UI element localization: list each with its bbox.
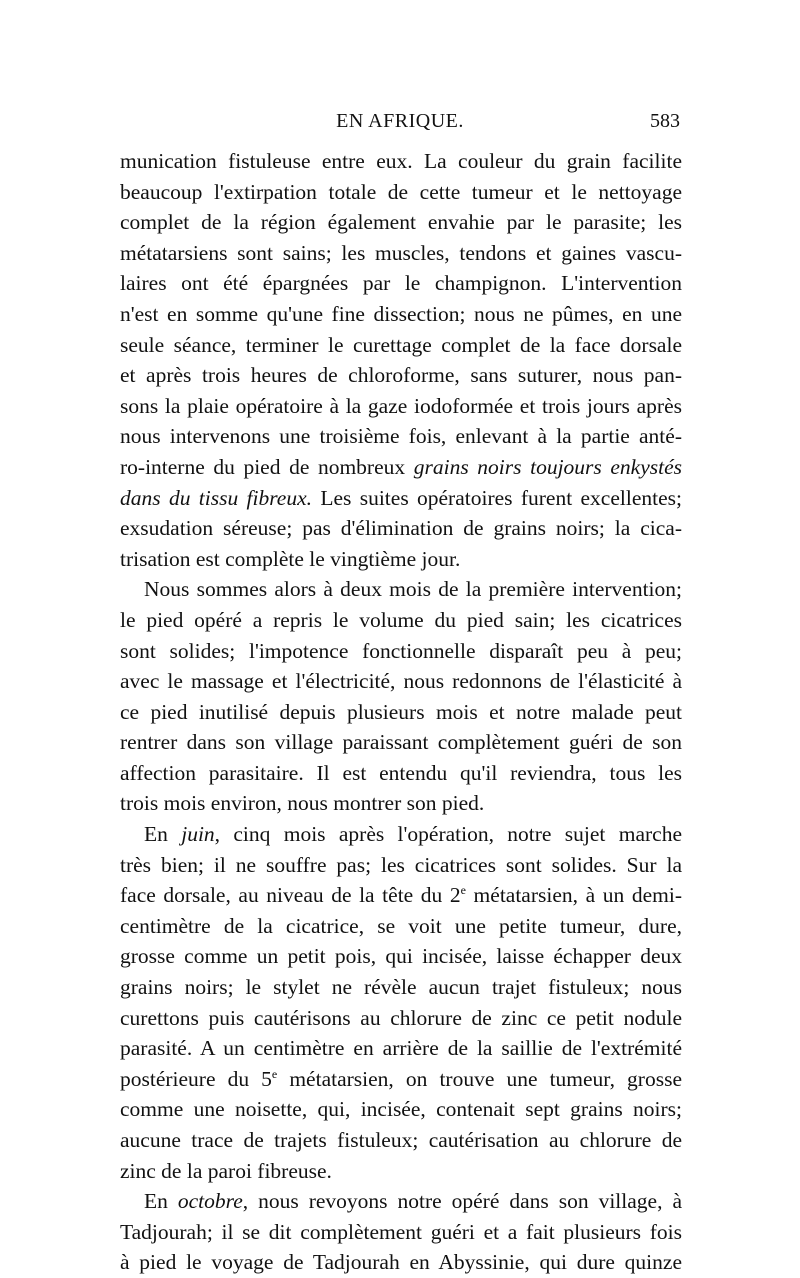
text-segment: exsudation séreuse; pas d'élimination de grains noirs; la cica- xyxy=(120,516,682,541)
text-segment: métatarsien, on trouve une tumeur, grosse xyxy=(277,1066,682,1091)
text-segment: centimètre de la cicatrice, se voit une petite tumeur, dure, xyxy=(120,913,682,938)
text-segment: Nous sommes alors à deux mois de la première intervention; xyxy=(144,577,682,602)
text-segment: trois mois environ, nous montrer son pied. xyxy=(120,791,485,816)
text-line xyxy=(120,605,682,636)
text-segment: munication fistuleuse entre eux. La couleur du grain facilite xyxy=(120,149,682,173)
text-line xyxy=(120,421,682,452)
text-line xyxy=(120,636,682,667)
text-segment: laires ont été épargnées par le champignon. L'intervention xyxy=(120,271,682,296)
text-segment: seule séance, terminer le curettage complet de la face dorsale xyxy=(120,332,682,357)
text-line xyxy=(120,1186,682,1217)
text-line xyxy=(120,1217,682,1248)
text-line xyxy=(120,330,682,361)
text-segment: parasité. A un centimètre en arrière de la saillie de l'extrémité xyxy=(120,1036,682,1061)
text-line xyxy=(120,238,682,269)
text-line xyxy=(120,1247,682,1278)
italic-text: juin xyxy=(181,822,215,847)
text-line xyxy=(120,207,682,238)
text-line xyxy=(120,1125,682,1156)
text-segment: Les suites opératoires furent excellentes; xyxy=(312,485,682,510)
text-line xyxy=(120,268,682,299)
text-line xyxy=(120,850,682,881)
text-line xyxy=(120,452,682,483)
text-line xyxy=(120,544,682,575)
text-line xyxy=(120,972,682,1003)
text-segment: beaucoup l'extirpation totale de cette tumeur et le nettoyage xyxy=(120,179,682,204)
text-segment: grains noirs; le stylet ne révèle aucun trajet fistuleux; nous xyxy=(120,975,682,1000)
text-line xyxy=(120,513,682,544)
italic-text: octobre xyxy=(177,1189,243,1214)
text-line xyxy=(120,177,682,208)
body-text xyxy=(120,146,682,1278)
text-segment: et après trois heures de chloroforme, sans suturer, nous pan- xyxy=(120,363,682,388)
text-line xyxy=(120,1094,682,1125)
text-segment: postérieure du 5 xyxy=(120,1066,272,1091)
text-line xyxy=(120,574,682,605)
text-segment: sont solides; l'impotence fonctionnelle disparaît peu à peu; xyxy=(120,638,682,663)
text-line xyxy=(120,727,682,758)
text-line xyxy=(120,299,682,330)
text-segment: Tadjourah; il se dit complètement guéri et a fait plusieurs fois xyxy=(120,1219,682,1244)
text-segment: métatarsien, à un demi- xyxy=(465,883,682,908)
text-segment: curettons puis cautérisons au chlorure de zinc ce petit nodule xyxy=(120,1005,682,1030)
superscript: e xyxy=(271,1066,278,1081)
text-segment: , nous revoyons notre opéré dans son village, à xyxy=(242,1189,682,1214)
page-number: 583 xyxy=(650,110,680,132)
text-line xyxy=(120,146,682,177)
page-header xyxy=(120,110,680,140)
text-line xyxy=(120,1064,682,1095)
text-segment: très bien; il ne souffre pas; les cicatrices sont solides. Sur la xyxy=(120,852,682,877)
text-segment: ro-interne du pied de nombreux xyxy=(120,454,414,479)
text-segment: à pied le voyage de Tadjourah en Abyssinie, qui dure quinze xyxy=(120,1250,682,1275)
text-line xyxy=(120,941,682,972)
italic-text: grains noirs toujours enkystés xyxy=(413,454,682,479)
text-line xyxy=(120,788,682,819)
text-line xyxy=(120,758,682,789)
text-segment: grosse comme un petit pois, qui incisée, laisse échapper deux xyxy=(120,944,682,969)
text-line xyxy=(120,666,682,697)
text-segment: complet de la région également envahie par le parasite; les xyxy=(120,210,682,235)
text-line xyxy=(120,697,682,728)
italic-text: dans du tissu fibreux. xyxy=(120,485,313,510)
text-segment: rentrer dans son village paraissant complètement guéri de son xyxy=(120,730,682,755)
text-line xyxy=(120,880,682,911)
text-segment: le pied opéré a repris le volume du pied sain; les cicatrices xyxy=(120,607,682,632)
text-line xyxy=(120,483,682,514)
text-segment: aucune trace de trajets fistuleux; cautérisation au chlorure de xyxy=(120,1128,682,1152)
superscript: e xyxy=(460,883,466,898)
text-segment: face dorsale, au niveau de la tête du 2 xyxy=(120,883,461,908)
text-segment: nous intervenons une troisième fois, enlevant à la partie anté- xyxy=(120,424,682,449)
text-segment: En xyxy=(144,1189,178,1214)
text-line xyxy=(120,360,682,391)
text-line xyxy=(120,1033,682,1064)
running-title: EN AFRIQUE. xyxy=(336,110,464,132)
text-line xyxy=(120,911,682,942)
text-segment: métatarsiens sont sains; les muscles, tendons et gaines vascu- xyxy=(120,240,682,265)
text-segment: n'est en somme qu'une fine dissection; nous ne pûmes, en une xyxy=(120,301,682,326)
text-line xyxy=(120,1156,682,1187)
text-line xyxy=(120,391,682,422)
text-segment: sons la plaie opératoire à la gaze iodoformée et trois jours après xyxy=(120,393,682,418)
text-segment: affection parasitaire. Il est entendu qu'il reviendra, tous les xyxy=(120,760,682,785)
text-segment: comme une noisette, qui, incisée, contenait sept grains noirs; xyxy=(120,1097,682,1122)
text-line xyxy=(120,819,682,850)
text-segment: , cinq mois après l'opération, notre sujet marche xyxy=(214,822,682,847)
text-segment: zinc de la paroi fibreuse. xyxy=(120,1158,332,1183)
text-segment: trisation est complète le vingtième jour. xyxy=(120,546,461,571)
text-segment: ce pied inutilisé depuis plusieurs mois et notre malade peut xyxy=(120,699,682,724)
text-segment: En xyxy=(144,822,182,847)
text-segment: avec le massage et l'électricité, nous redonnons de l'élasticité à xyxy=(120,669,682,694)
text-line xyxy=(120,1003,682,1034)
